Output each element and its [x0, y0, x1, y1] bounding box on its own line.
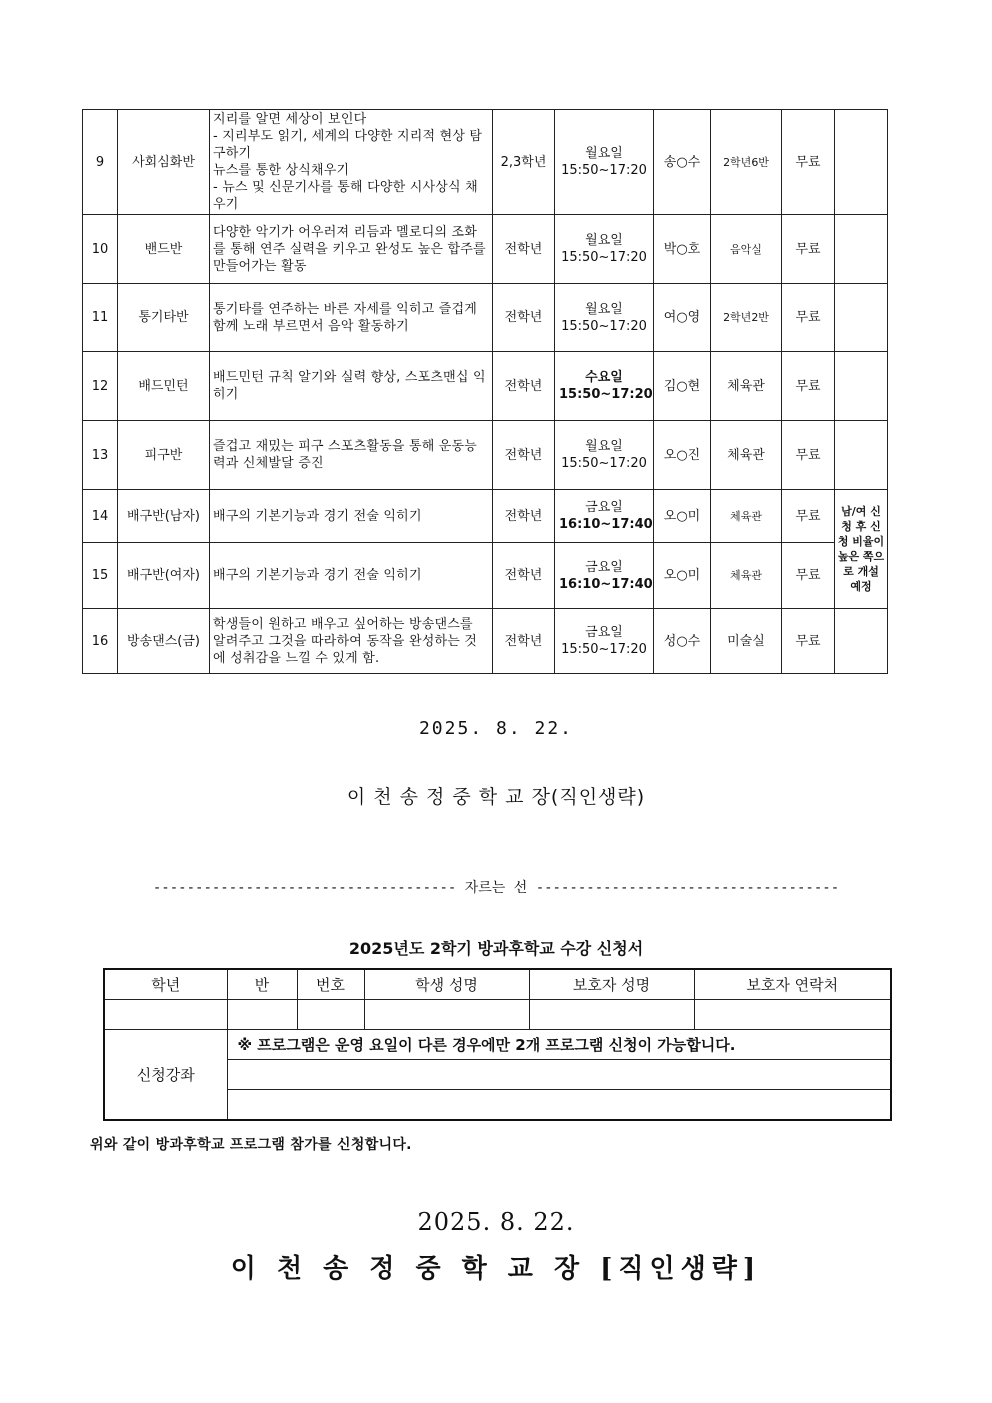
program-note: 남/여 신청 후 신청 비율이 높은 쪽으로 개설 예정 [835, 490, 888, 609]
program-note [835, 215, 888, 284]
table-row [83, 421, 888, 490]
program-schedule [555, 215, 654, 284]
header-guardian-name: 보호자 성명 [529, 969, 694, 1000]
program-name: 방송댄스(금) [118, 609, 210, 674]
header-grade: 학년 [104, 969, 227, 1000]
program-teacher: 오○진 [654, 421, 711, 490]
program-place: 체육관 [711, 490, 782, 543]
program-grade: 전학년 [493, 490, 555, 543]
program-fee: 무료 [782, 490, 835, 543]
program-time: 15:50~17:20 [561, 642, 647, 657]
apply-statement: 위와 같이 방과후학교 프로그램 참가를 신청합니다. [90, 1137, 412, 1153]
table-row [83, 352, 888, 421]
program-schedule [555, 609, 654, 674]
program-description: 통기타를 연주하는 바른 자세를 익히고 즐겁게 함께 노래 부르면서 음악 활동하기 [210, 284, 493, 352]
program-schedule [555, 352, 654, 421]
program-fee: 무료 [782, 609, 835, 674]
table-row [83, 490, 888, 543]
program-grade: 전학년 [493, 284, 555, 352]
program-day: 월요일 [585, 301, 623, 317]
form-input-row [104, 1000, 891, 1030]
course-field-1[interactable] [227, 1060, 891, 1090]
program-place: 체육관 [711, 352, 782, 421]
header-class: 반 [227, 969, 297, 1000]
program-note [835, 110, 888, 215]
program-time: 16:10~17:40 [559, 517, 653, 532]
header-student-name: 학생 성명 [364, 969, 529, 1000]
program-description: 즐겁고 재밌는 피구 스포츠활동을 통해 운동능력과 신체발달 증진 [210, 421, 493, 490]
program-place: 2학년6반 [711, 110, 782, 215]
program-day: 금요일 [585, 500, 623, 515]
program-schedule [555, 284, 654, 352]
program-time: 15:50~17:20 [559, 387, 653, 402]
course-field-2[interactable] [227, 1090, 891, 1121]
program-place: 체육관 [711, 421, 782, 490]
program-description: 다양한 악기가 어우러져 리듬과 멜로디의 조화를 통해 연주 실력을 키우고 완성도 높은 합주를 만들어가는 활동 [210, 215, 493, 284]
number-field[interactable] [297, 1000, 364, 1030]
program-grade: 전학년 [493, 215, 555, 284]
program-time: 15:50~17:20 [561, 456, 647, 471]
table-row [83, 609, 888, 674]
program-schedule [555, 110, 654, 215]
program-day: 금요일 [585, 625, 623, 640]
program-description-text: 지리를 알면 세상이 보인다 - 지리부도 읽기, 세계의 다양한 지리적 현상 탐구하기 뉴스를 통한 상식채우기 - 뉴스 및 신문기사를 통해 다양한 시사상식 채우기 [213, 112, 483, 212]
program-number: 10 [83, 215, 118, 284]
program-teacher: 김○현 [654, 352, 711, 421]
program-number: 13 [83, 421, 118, 490]
header-number: 번호 [297, 969, 364, 1000]
program-fee: 무료 [782, 215, 835, 284]
program-description: 학생들이 원하고 배우고 싶어하는 방송댄스를 알려주고 그것을 따라하여 동작을 완성하는 것에 성취감을 느낄 수 있게 함. [210, 609, 493, 674]
grade-field[interactable] [104, 1000, 227, 1030]
issue-date: 2025. 8. 22. [418, 718, 574, 739]
student-name-field[interactable] [364, 1000, 529, 1030]
program-number: 11 [83, 284, 118, 352]
program-description [210, 110, 493, 215]
table-row [83, 284, 888, 352]
program-name: 사회심화반 [118, 110, 210, 215]
program-schedule [555, 490, 654, 543]
table-row [83, 215, 888, 284]
program-place: 미술실 [711, 609, 782, 674]
program-schedule [555, 543, 654, 609]
form-date: 2025. 8. 22. [417, 1208, 575, 1236]
program-name: 배구반(남자) [118, 490, 210, 543]
table-row [83, 543, 888, 609]
cut-line: ------------------------------------ 자르는 선 ------------------------------------ [152, 880, 840, 896]
program-note [835, 284, 888, 352]
class-field[interactable] [227, 1000, 297, 1030]
course-notice: ※ 프로그램은 운영 요일이 다른 경우에만 2개 프로그램 신청이 가능합니다. [227, 1030, 891, 1060]
program-description: 배드민턴 규칙 알기와 실력 향상, 스포츠맨십 익히기 [210, 352, 493, 421]
program-fee: 무료 [782, 421, 835, 490]
program-description: 배구의 기본기능과 경기 전술 익히기 [210, 490, 493, 543]
program-place: 음악실 [711, 215, 782, 284]
program-grade: 전학년 [493, 352, 555, 421]
program-grade: 2,3학년 [493, 110, 555, 215]
program-number: 14 [83, 490, 118, 543]
program-number: 16 [83, 609, 118, 674]
program-name: 배드민턴 [118, 352, 210, 421]
program-name: 통기타반 [118, 284, 210, 352]
header-guardian-contact: 보호자 연락처 [694, 969, 891, 1000]
program-teacher: 여○영 [654, 284, 711, 352]
program-note [835, 421, 888, 490]
program-teacher: 성○수 [654, 609, 711, 674]
form-title: 2025년도 2학기 방과후학교 수강 신청서 [348, 939, 644, 958]
guardian-name-field[interactable] [529, 1000, 694, 1030]
program-note [835, 352, 888, 421]
principal-signature: 이 천 송 정 중 학 교 장(직인생략) [346, 786, 646, 808]
program-day: 월요일 [585, 233, 623, 248]
program-time: 15:50~17:20 [561, 250, 647, 265]
program-teacher: 오○미 [654, 543, 711, 609]
program-teacher: 박○호 [654, 215, 711, 284]
program-table [82, 109, 888, 674]
program-number: 15 [83, 543, 118, 609]
program-name: 밴드반 [118, 215, 210, 284]
guardian-contact-field[interactable] [694, 1000, 891, 1030]
program-description: 배구의 기본기능과 경기 전술 익히기 [210, 543, 493, 609]
program-day: 수요일 [585, 370, 623, 385]
program-grade: 전학년 [493, 543, 555, 609]
program-grade: 전학년 [493, 609, 555, 674]
program-note [835, 609, 888, 674]
program-time: 15:50~17:20 [561, 163, 647, 178]
program-grade: 전학년 [493, 421, 555, 490]
program-number: 9 [83, 110, 118, 215]
form-header-row [104, 969, 891, 1000]
form-principal-signature: 이 천 송 정 중 학 교 장 [직인생략] [230, 1254, 762, 1284]
program-day: 월요일 [585, 146, 623, 161]
table-row [83, 110, 888, 215]
program-name: 배구반(여자) [118, 543, 210, 609]
program-fee: 무료 [782, 352, 835, 421]
program-teacher: 오○미 [654, 490, 711, 543]
program-day: 월요일 [585, 439, 623, 454]
program-fee: 무료 [782, 110, 835, 215]
program-teacher: 송○수 [654, 110, 711, 215]
program-schedule [555, 421, 654, 490]
program-day: 금요일 [585, 559, 623, 575]
program-place: 2학년2반 [711, 284, 782, 352]
program-fee: 무료 [782, 284, 835, 352]
program-time: 16:10~17:40 [559, 576, 653, 592]
application-form [103, 968, 892, 1121]
course-row [104, 1030, 891, 1060]
program-time: 15:50~17:20 [561, 318, 647, 334]
program-name: 피구반 [118, 421, 210, 490]
program-number: 12 [83, 352, 118, 421]
course-label: 신청강좌 [104, 1030, 227, 1121]
program-place: 체육관 [711, 543, 782, 609]
program-fee: 무료 [782, 543, 835, 609]
